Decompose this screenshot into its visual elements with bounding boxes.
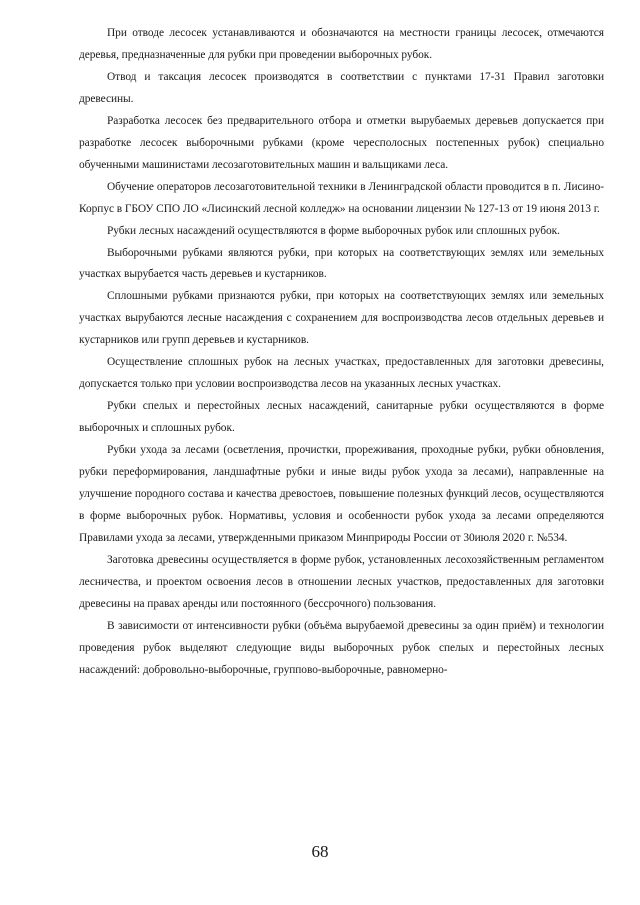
paragraph-12: В зависимости от интенсивности рубки (объёма вырубаемой древесины за один приём) и технологии проведения рубок выделяют следующие виды выборочных рубок спелых и перестойных лесных насаждений: добровольно-выборочные, группово-выборочные, равномерно- (79, 619, 604, 676)
paragraph-5: Рубки лесных насаждений осуществляются в форме выборочных рубок или сплошных рубок. (107, 224, 560, 237)
paragraph-6: Выборочными рубками являются рубки, при которых на соответствующих землях или земельных участках вырубается часть деревьев и кустарников. (79, 246, 604, 281)
paragraph-3: Разработка лесосек без предварительного отбора и отметки вырубаемых деревьев допускается при разработке лесосек выборочными рубками (кроме чересполосных постепенных рубок) специально обученными машинистами лесозаготовительных машин и вальщиками леса. (79, 114, 604, 171)
paragraph-11: Заготовка древесины осуществляется в форме рубок, установленных лесохозяйственным регламентом лесничества, и проектом освоения лесов в отношении лесных участков, предоставленных для заготовки древесины на правах аренды или постоянного (бессрочного) пользования. (79, 553, 604, 610)
body-text (79, 23, 604, 682)
page-number: 68 (311, 842, 329, 861)
paragraph-10: Рубки ухода за лесами (осветления, прочистки, прореживания, проходные рубки, рубки обновления, рубки переформирования, ландшафтные рубки и иные виды рубок ухода за лесами), направленные на улучшение породного состава и качества древостоев, повышение полезных функций лесов, осуществляются в форме выборочных рубок. Нормативы, условия и особенности рубок ухода за лесами определяются Правилами ухода за лесами, утвержденными приказом Минприроды России от 30июля 2020 г. №534. (79, 444, 604, 544)
paragraph-1: При отводе лесосек устанавливаются и обозначаются на местности границы лесосек, отмечаются деревья, предназначенные для рубки при проведении выборочных рубок. (79, 27, 604, 61)
paragraph-7: Сплошными рубками признаются рубки, при которых на соответствующих землях или земельных участках вырубаются лесные насаждения с сохранением для воспроизводства лесов отдельных деревьев и кустарников или групп деревьев и кустарников. (79, 290, 604, 347)
paragraph-4: Обучение операторов лесозаготовительной техники в Ленинградской области проводится в п. Лисино-Корпус в ГБОУ СПО ЛО «Лисинский лесной колледж» на основании лицензии № 127-13 от 19 июня 2013 г. (79, 180, 604, 215)
paragraph-2: Отвод и таксация лесосек производятся в соответствии с пунктами 17-31 Правил заготовки древесины. (79, 70, 604, 105)
paragraph-9: Рубки спелых и перестойных лесных насаждений, санитарные рубки осуществляются в форме выборочных и сплошных рубок. (79, 400, 604, 435)
paragraph-8: Осуществление сплошных рубок на лесных участках, предоставленных для заготовки древесины, допускается только при условии воспроизводства лесов на указанных лесных участках. (79, 356, 604, 391)
